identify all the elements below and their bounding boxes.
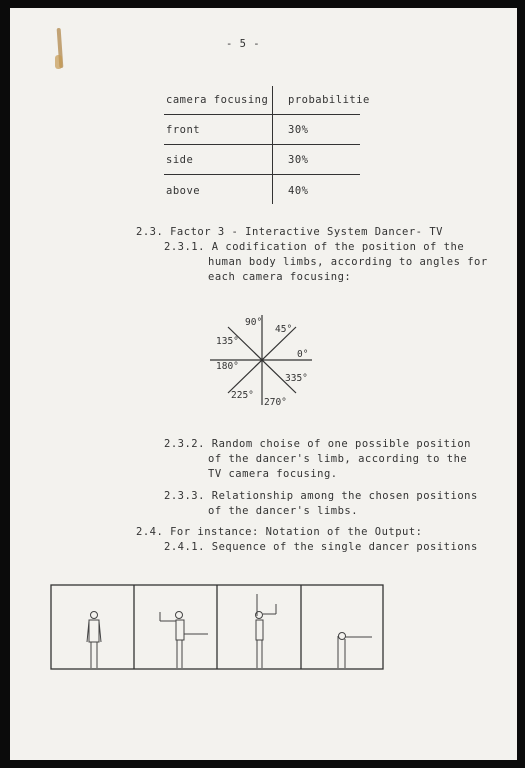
table-header-probability: probabilitie	[288, 94, 370, 106]
angle-label-135: 135°	[216, 336, 239, 347]
table-cell-above-prob: 40%	[288, 185, 309, 197]
item-2-3-1-line-3: each camera focusing:	[208, 271, 352, 283]
stain-mark-2	[55, 55, 62, 69]
table-rule-1	[164, 114, 360, 115]
page-number: - 5 -	[226, 38, 261, 50]
dancer-pose-3	[256, 594, 277, 668]
item-2-3-1-line-2: human body limbs, according to angles for	[208, 256, 488, 268]
angle-label-90: 90°	[245, 317, 263, 328]
table-cell-side: side	[166, 154, 194, 166]
table-vertical-rule	[272, 86, 273, 204]
table-header-camera: camera focusing	[166, 94, 269, 106]
angle-label-225: 225°	[231, 390, 254, 401]
table-cell-front-prob: 30%	[288, 124, 309, 136]
dancer-sequence-figure	[50, 584, 386, 672]
item-2-3-2-line-2: of the dancer's limb, according to the	[208, 453, 468, 465]
section-2-4-heading: 2.4. For instance: Notation of the Output:	[136, 526, 423, 538]
dancer-pose-4	[338, 633, 372, 669]
angle-label-335: 335°	[285, 373, 308, 384]
item-2-3-2-line-1: 2.3.2. Random choise of one possible position	[164, 438, 471, 450]
item-2-3-3-line-1: 2.3.3. Relationship among the chosen positions	[164, 490, 478, 502]
item-2-4-1: 2.4.1. Sequence of the single dancer positions	[164, 541, 478, 553]
dancer-pose-1	[87, 612, 101, 669]
angle-label-180: 180°	[216, 361, 239, 372]
angle-label-45: 45°	[275, 324, 293, 335]
section-2-3-heading: 2.3. Factor 3 - Interactive System Dancer- TV	[136, 226, 443, 238]
item-2-3-2-line-3: TV camera focusing.	[208, 468, 338, 480]
angle-label-0: 0°	[297, 349, 309, 360]
table-cell-above: above	[166, 185, 201, 197]
angle-diagram	[200, 305, 325, 415]
angle-label-270: 270°	[264, 397, 287, 408]
item-2-3-3-line-2: of the dancer's limbs.	[208, 505, 359, 517]
table-cell-front: front	[166, 124, 201, 136]
dancer-pose-2	[160, 612, 208, 669]
table-rule-2	[164, 144, 360, 145]
table-rule-3	[164, 174, 360, 175]
table-cell-side-prob: 30%	[288, 154, 309, 166]
item-2-3-1-line-1: 2.3.1. A codification of the position of the	[164, 241, 465, 253]
